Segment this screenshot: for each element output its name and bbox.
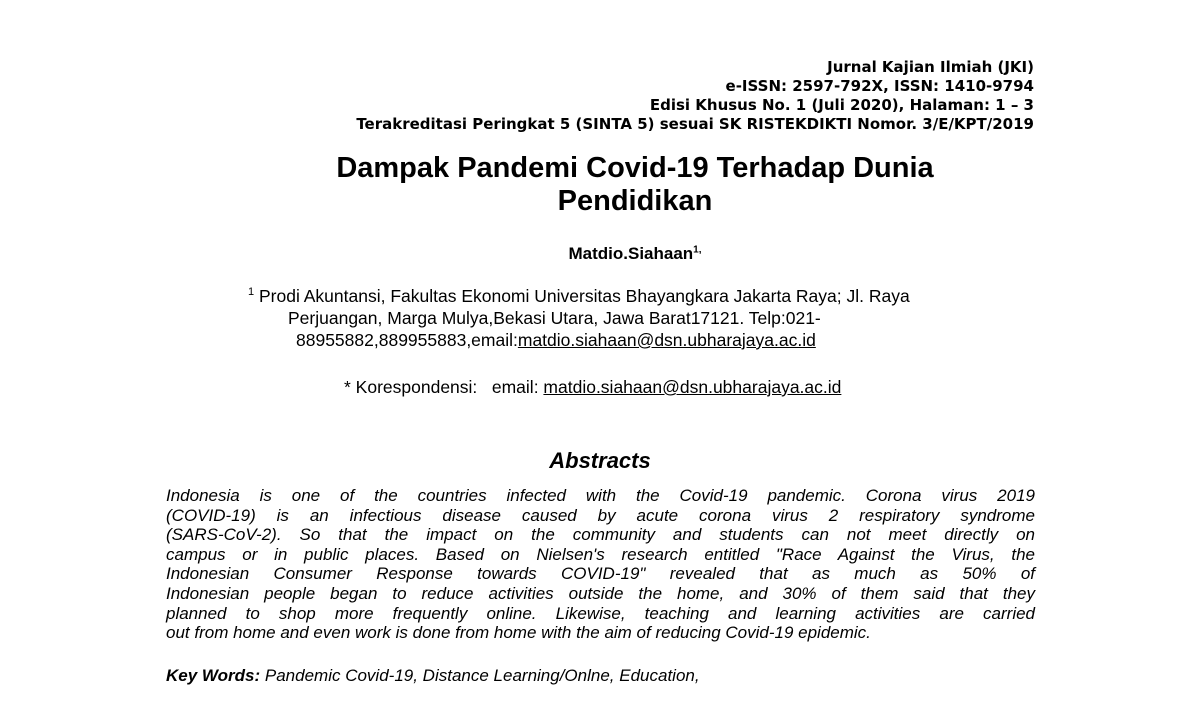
abstract-line: campus or in public places. Based on Nielsen's research entitled "Race Against the Virus, the: [166, 544, 1035, 564]
keywords: [166, 666, 700, 686]
abstract-line: planned to shop more frequently online. Likewise, teaching and learning activities are carried: [166, 603, 1035, 623]
journal-header: [356, 58, 1034, 134]
abstract-body: [166, 486, 1035, 643]
journal-issn: e-ISSN: 2597-792X, ISSN: 1410-9794: [725, 77, 1034, 95]
paper-title-line1: Dampak Pandemi Covid-19 Terhadap Dunia: [336, 152, 934, 184]
affiliation-email-link[interactable]: matdio.siahaan@dsn.ubharajaya.ac.id: [517, 329, 816, 350]
author: [0, 244, 1200, 264]
abstract-line: (COVID-19) is an infectious disease caused by acute corona virus 2 respiratory syndrome: [166, 505, 1035, 525]
abstract-heading: Abstracts: [549, 448, 651, 473]
author-superscript: 1,: [693, 244, 702, 256]
correspondence-email-link[interactable]: matdio.siahaan@dsn.ubharajaya.ac.id: [543, 377, 842, 397]
paper-title-line2: Pendidikan: [557, 185, 713, 217]
affiliation-superscript: 1: [248, 286, 255, 298]
journal-edition: Edisi Khusus No. 1 (Juli 2020), Halaman: 1 – 3: [649, 96, 1034, 114]
keywords-value: Pandemic Covid-19, Distance Learning/Onlne, Education,: [260, 666, 700, 685]
affiliation: [248, 281, 1048, 351]
correspondence: [344, 377, 841, 398]
abstract-line: (SARS-CoV-2). So that the impact on the community and students can not meet directly on: [166, 525, 1035, 545]
abstract-line: out from home and even work is done from home with the aim of reducing Covid-19 epidemic.: [166, 623, 871, 643]
affiliation-line1: $^1$ Prodi Akuntansi, Fakultas Ekonomi Universitas Bhayangkara Jakarta Raya; Jl. Raya: [248, 285, 910, 306]
journal-accreditation: Terakreditasi Peringkat 5 (SINTA 5) sesuai SK RISTEKDIKTI Nomor. 3/E/KPT/2019: [356, 115, 1034, 133]
abstract-line: Indonesian people began to reduce activities outside the home, and 30% of them said that they: [166, 583, 1035, 603]
author-name: Matdio.Siahaan: [568, 244, 694, 263]
journal-name: Jurnal Kajian Ilmiah (JKI): [827, 58, 1034, 76]
abstract-line: Indonesian Consumer Response towards COVID-19" revealed that as much as 50% of: [166, 564, 1035, 584]
paper-title: [210, 152, 1060, 218]
affiliation-line2: Perjuangan, Marga Mulya,Bekasi Utara, Jawa Barat17121. Telp:021-: [288, 307, 821, 328]
correspondence-label: * Korespondensi: email:: [344, 377, 544, 397]
abstract-line: Indonesia is one of the countries infected with the Covid-19 pandemic. Corona virus 2019: [166, 486, 1035, 505]
keywords-label: Key Words:: [166, 666, 261, 685]
affiliation-line3: 88955882,889955883,email:matdio.siahaan@dsn.ubharajaya.ac.id: [296, 329, 816, 350]
